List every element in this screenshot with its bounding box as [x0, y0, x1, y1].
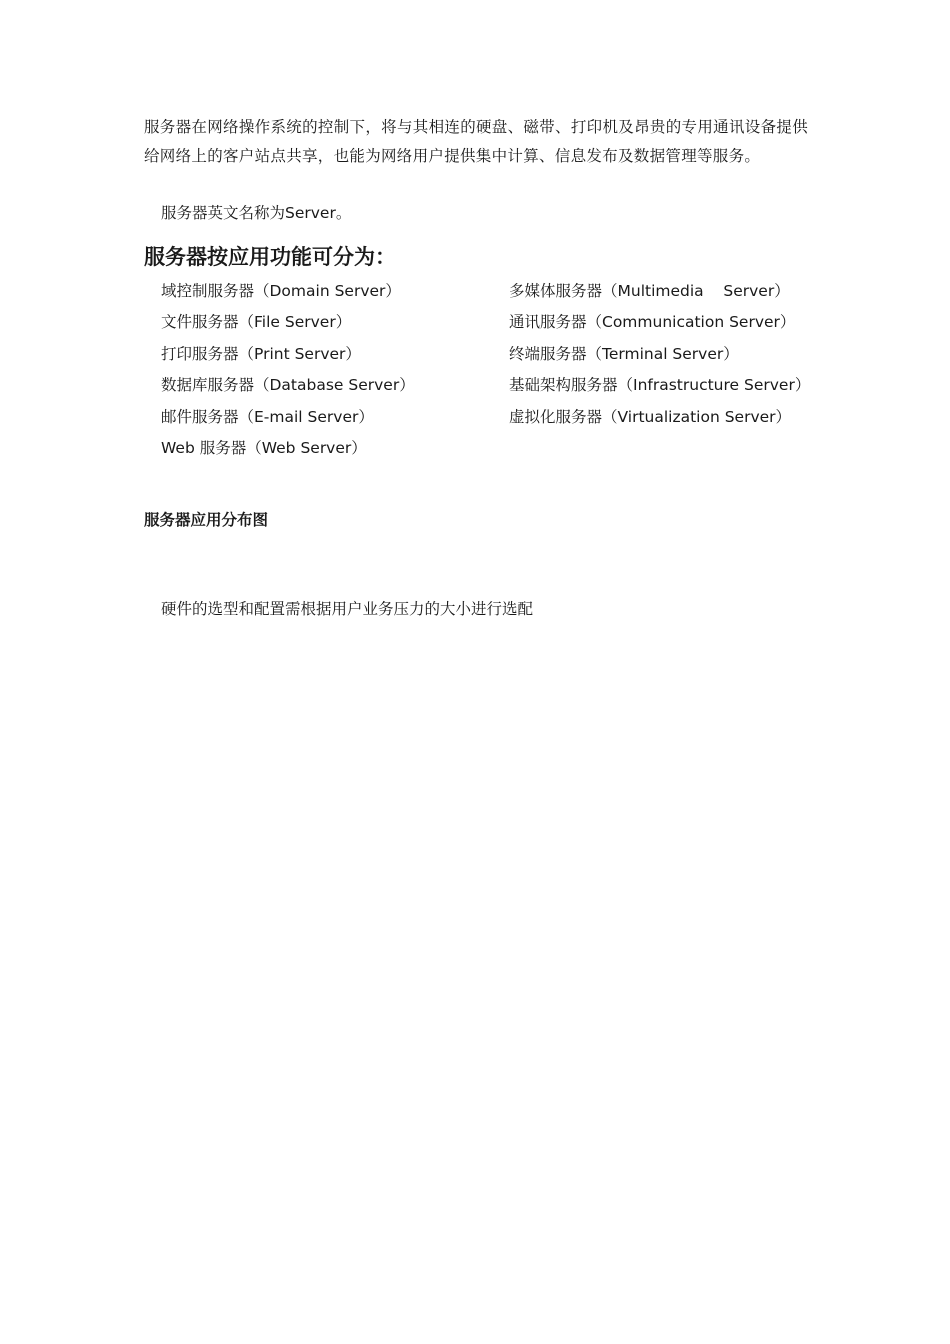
category-item: Web 服务器（Web Server） [161, 439, 367, 457]
category-item: 虚拟化服务器（Virtualization Server） [509, 408, 792, 426]
diagram-title: 服务器应用分布图 [144, 511, 269, 529]
english-name-line: 服务器英文名称为Server。 [161, 204, 352, 222]
category-item: 基础架构服务器（Infrastructure Server） [509, 376, 811, 394]
category-item: 终端服务器（Terminal Server） [509, 345, 739, 363]
category-item: 域控制服务器（Domain Server） [161, 282, 401, 300]
category-item: 打印服务器（Print Server） [161, 345, 361, 363]
categories-heading: 服务器按应用功能可分为： [144, 245, 396, 269]
category-item: 文件服务器（File Server） [161, 313, 352, 331]
category-item: 多媒体服务器（Multimedia Server） [509, 282, 790, 300]
category-item: 邮件服务器（E-mail Server） [161, 408, 374, 426]
category-item: 数据库服务器（Database Server） [161, 376, 415, 394]
intro-paragraph: 服务器在网络操作系统的控制下，将与其相连的硬盘、磁带、打印机及昂贵的专用通讯设备提供给网络上的客户站点共享，也能为网络用户提供集中计算、信息发布及数据管理等服务。 [144, 118, 808, 165]
category-item: 通讯服务器（Communication Server） [509, 313, 796, 331]
hardware-note: 硬件的选型和配置需根据用户业务压力的大小进行选配 [161, 600, 534, 618]
